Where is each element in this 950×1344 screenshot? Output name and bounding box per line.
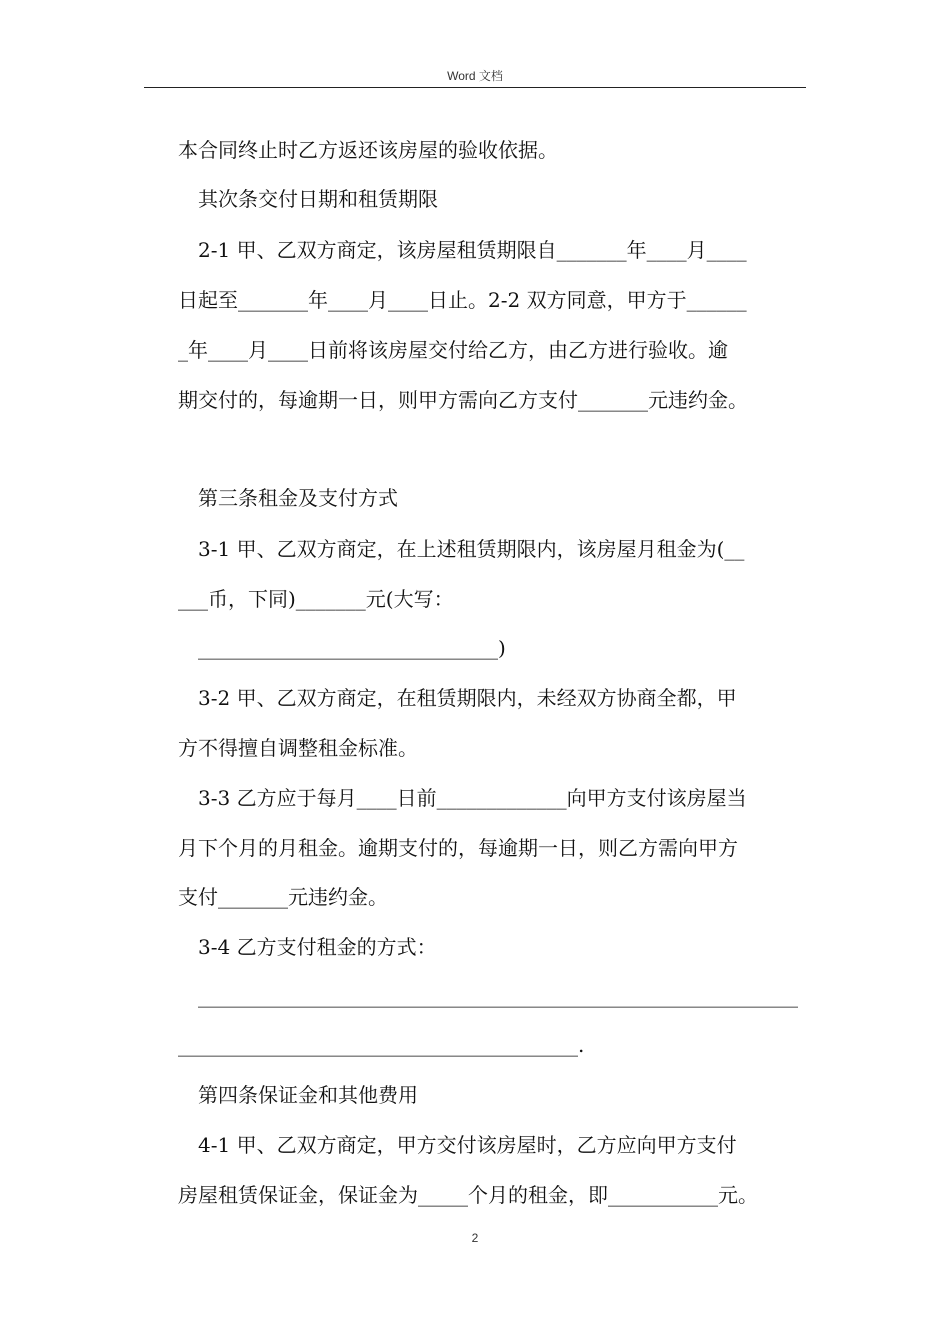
paragraph-line: 4-1 甲、乙双方商定，甲方交付该房屋时，乙方应向甲方支付 [198, 1133, 737, 1157]
paragraph-line: 本合同终止时乙方返还该房屋的验收依据。 [178, 138, 558, 162]
paragraph-line: ___币，下同)_______元(大写： [178, 587, 454, 611]
fill-in-line: ____________________________________________________________ [198, 984, 798, 1008]
section-heading: 其次条交付日期和租赁期限 [198, 187, 438, 211]
paragraph-line: 3-1 甲、乙双方商定，在上述租赁期限内，该房屋月租金为(__ [198, 537, 745, 561]
header-rule [144, 87, 806, 88]
header-title: Word 文档 [447, 69, 503, 83]
paragraph-line: 日起至_______年____月____日止。2-2 双方同意，甲方于______ [178, 288, 747, 312]
paragraph-line: 3-3 乙方应于每月____日前_____________向甲方支付该房屋当 [198, 786, 747, 810]
section-heading: 第三条租金及支付方式 [198, 486, 398, 510]
paragraph-line: 支付_______元违约金。 [178, 885, 388, 909]
paragraph-line: 方不得擅自调整租金标准。 [178, 736, 418, 760]
page-number: 2 [471, 1231, 479, 1245]
paragraph-line: 房屋租赁保证金，保证金为_____个月的租金，即___________元。 [178, 1183, 758, 1207]
paragraph-line: 3-2 甲、乙双方商定，在租赁期限内，未经双方协商全都，甲 [198, 686, 737, 710]
paragraph-line: 期交付的，每逾期一日，则甲方需向乙方支付_______元违约金。 [178, 388, 748, 412]
paragraph-line: 月下个月的月租金。逾期支付的，每逾期一日，则乙方需向甲方 [178, 836, 738, 860]
paragraph-line: 3-4 乙方支付租金的方式： [198, 935, 437, 959]
section-heading: 第四条保证金和其他费用 [198, 1083, 418, 1107]
paragraph-line: ______________________________) [198, 636, 506, 660]
paragraph-line: _年____月____日前将该房屋交付给乙方，由乙方进行验收。逾 [178, 338, 728, 362]
paragraph-line: 2-1 甲、乙双方商定，该房屋租赁期限自_______年____月____ [198, 238, 747, 262]
fill-in-line: ________________________________________. [178, 1033, 585, 1057]
